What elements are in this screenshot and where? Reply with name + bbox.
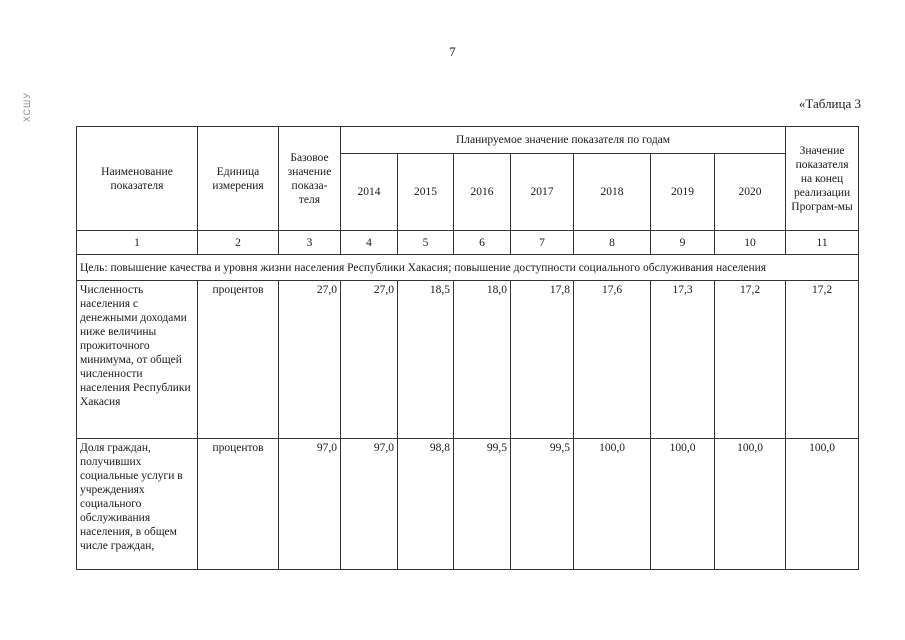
indicator-value: 17,3 [651, 281, 715, 439]
header-year: 2015 [398, 154, 454, 231]
indicator-value: 18,0 [454, 281, 511, 439]
header-base: Базовое значение показа-теля [279, 127, 341, 231]
indicator-base: 97,0 [279, 439, 341, 570]
column-number: 9 [651, 231, 715, 255]
indicator-value: 17,2 [715, 281, 786, 439]
indicator-final: 100,0 [786, 439, 859, 570]
column-number: 3 [279, 231, 341, 255]
indicator-value: 17,8 [511, 281, 574, 439]
header-year: 2020 [715, 154, 786, 231]
indicator-value: 97,0 [341, 439, 398, 570]
column-number: 7 [511, 231, 574, 255]
indicator-value: 18,5 [398, 281, 454, 439]
goal-text: Цель: повышение качества и уровня жизни населения Республики Хакасия; повышение доступности социального обслуживания населения [77, 255, 859, 281]
indicator-name: Численность населения с денежными доходами ниже величины прожиточного минимума, от общей численности населения Республики Хакасия [77, 281, 198, 439]
column-number: 1 [77, 231, 198, 255]
indicator-value: 27,0 [341, 281, 398, 439]
goal-row [77, 255, 859, 281]
indicators-table [76, 126, 859, 570]
indicator-value: 100,0 [574, 439, 651, 570]
indicator-value: 100,0 [651, 439, 715, 570]
page-number: 7 [449, 44, 456, 59]
header-final: Значение показателя на конец реализации Програм-мы [786, 127, 859, 231]
indicator-value: 99,5 [454, 439, 511, 570]
column-number: 4 [341, 231, 398, 255]
side-stamp-mark: ХСШУ [22, 92, 32, 123]
indicator-value: 100,0 [715, 439, 786, 570]
indicator-value: 98,8 [398, 439, 454, 570]
header-year: 2019 [651, 154, 715, 231]
indicator-value: 99,5 [511, 439, 574, 570]
column-number: 11 [786, 231, 859, 255]
header-year: 2017 [511, 154, 574, 231]
header-year: 2016 [454, 154, 511, 231]
header-name: Наименование показателя [77, 127, 198, 231]
table-row [77, 439, 859, 570]
column-number: 2 [198, 231, 279, 255]
header-planned: Планируемое значение показателя по годам [341, 127, 786, 154]
column-number: 10 [715, 231, 786, 255]
header-year: 2018 [574, 154, 651, 231]
indicator-unit: процентов [198, 281, 279, 439]
header-year: 2014 [341, 154, 398, 231]
indicator-final: 17,2 [786, 281, 859, 439]
header-unit: Единица измерения [198, 127, 279, 231]
column-number: 5 [398, 231, 454, 255]
indicator-unit: процентов [198, 439, 279, 570]
table-caption: «Таблица 3 [798, 96, 861, 111]
indicator-value: 17,6 [574, 281, 651, 439]
indicator-name: Доля граждан, получивших социальные услуги в учреждениях социального обслуживания населения, в общем числе граждан, [77, 439, 198, 570]
column-number: 6 [454, 231, 511, 255]
column-number-row [77, 231, 859, 255]
indicator-base: 27,0 [279, 281, 341, 439]
column-number: 8 [574, 231, 651, 255]
table-row [77, 281, 859, 439]
